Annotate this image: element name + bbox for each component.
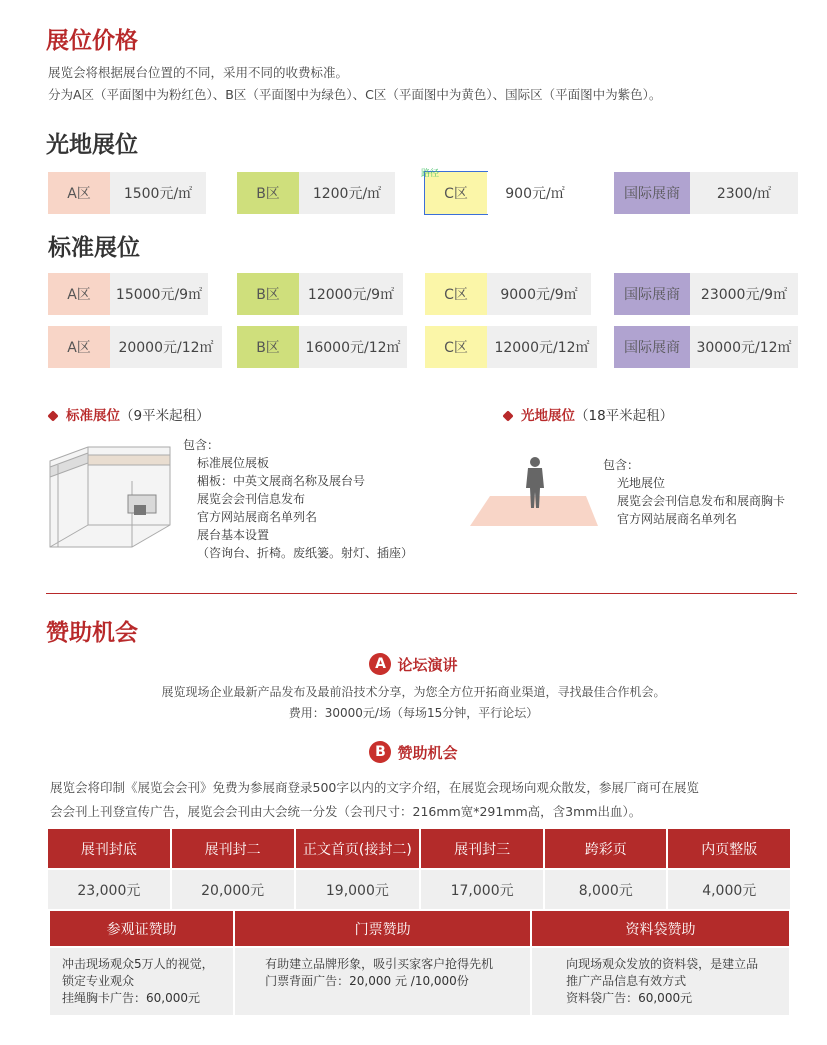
- cell-line: 向现场观众发放的资料袋，是建立品: [566, 957, 759, 971]
- raw-includes: [603, 456, 785, 528]
- opportunity-title: 赞助机会: [397, 743, 458, 762]
- zone-label: 国际展商: [614, 326, 690, 368]
- zone-label[interactable]: C区: [425, 172, 487, 214]
- booth-icon: [48, 445, 172, 550]
- table-cell: 19,000元: [295, 869, 421, 909]
- table-cell: 20,000元: [171, 869, 295, 909]
- person-icon: [468, 452, 598, 528]
- price-section-title: 展位价格: [46, 28, 138, 54]
- price-intro-line1: 展览会将根据展台位置的不同，采用不同的收费标准。: [48, 65, 349, 80]
- opportunity-line2: 会会刊上刊登宣传广告，展览会会刊由大会统一分发（会刊尺寸：216mm宽*291mm高，含3mm出血）。: [50, 804, 642, 819]
- raw-zone-a: [48, 172, 206, 214]
- letter-b-icon: B: [369, 741, 391, 763]
- zone-price: 2300/㎡: [690, 172, 798, 214]
- raw-space-title: 光地展位: [46, 132, 138, 158]
- standard-booth-title: 标准展位: [48, 235, 140, 261]
- sponsor-section-title: 赞助机会: [46, 620, 138, 646]
- standard-detail-heading: [48, 404, 210, 424]
- zone-price: 30000元/12㎡: [690, 326, 798, 368]
- table-header: 正文首页(接封二): [295, 829, 421, 869]
- opportunity-line1: 展览会将印制《展览会会刊》免费为参展商登录500字以内的文字介绍，在展览会现场向观众散发，参展厂商可在展览: [50, 780, 699, 795]
- standard-detail-title: 标准展位: [66, 408, 120, 424]
- cell-line: 推广产品信息有效方式: [566, 974, 687, 988]
- zone-label: C区: [425, 326, 487, 368]
- table-cell: [531, 947, 790, 1015]
- std-row1-a: [48, 273, 208, 315]
- include-item: 标准展位展板: [197, 456, 270, 470]
- std-row2-a: [48, 326, 222, 368]
- letter-a-icon: A: [369, 653, 391, 675]
- opportunity-heading: [0, 741, 827, 763]
- zone-label: A区: [48, 172, 110, 214]
- forum-title: 论坛演讲: [397, 655, 458, 674]
- zone-price: 900元/㎡: [487, 172, 583, 214]
- raw-zone-c: [425, 172, 583, 214]
- zone-price: 23000元/9㎡: [690, 273, 798, 315]
- include-item: 展台基本设置: [197, 528, 270, 542]
- table-header-row: [50, 911, 790, 947]
- std-row2-intl: [614, 326, 798, 368]
- bullet-icon: [47, 410, 58, 421]
- zone-price: 12000元/12㎡: [487, 326, 597, 368]
- std-row2-b: [237, 326, 407, 368]
- table-cell: [234, 947, 531, 1015]
- table-header: 跨彩页: [544, 829, 667, 869]
- zone-label: B区: [237, 326, 299, 368]
- table-cell: 4,000元: [667, 869, 791, 909]
- std-row2-c: [425, 326, 597, 368]
- table-row: [50, 947, 790, 1015]
- includes-label: 包含：: [603, 458, 640, 472]
- cell-line: 冲击现场观众5万人的视觉，: [62, 957, 214, 971]
- bullet-icon: [502, 410, 513, 421]
- table-header: 内页整版: [667, 829, 791, 869]
- zone-price: 9000元/9㎡: [487, 273, 591, 315]
- selection-tag: 路径: [421, 169, 440, 179]
- zone-price: 12000元/9㎡: [299, 273, 403, 315]
- zone-label: A区: [48, 326, 110, 368]
- forum-heading: [0, 653, 827, 675]
- standard-includes: [183, 436, 413, 562]
- table-header: 展刊封底: [48, 829, 171, 869]
- include-item: 光地展位: [617, 476, 666, 490]
- price-intro-line2: 分为A区（平面图中为粉红色）、B区（平面图中为绿色）、C区（平面图中为黄色）、国际区（平面图中为紫色）。: [48, 87, 662, 102]
- std-row1-b: [237, 273, 403, 315]
- cell-line: 锁定专业观众: [62, 974, 135, 988]
- raw-zone-b: [237, 172, 395, 214]
- table-header: 参观证赞助: [50, 911, 234, 947]
- cell-line: 门票背面广告：20,000 元 /10,000份: [265, 974, 469, 988]
- include-item: 展览会会刊信息发布: [197, 492, 306, 506]
- raw-detail-title: 光地展位: [521, 408, 575, 424]
- zone-label: 国际展商: [614, 172, 690, 214]
- raw-detail-note: （18平米起租）: [575, 408, 674, 424]
- forum-desc: 展览现场企业最新产品发布及最前沿技术分享，为您全方位开拓商业渠道，寻找最佳合作机会。: [161, 685, 666, 699]
- include-item: 展览会会刊信息发布和展商胸卡: [617, 494, 786, 508]
- zone-label: B区: [237, 273, 299, 315]
- include-item: 楣板：中英文展商名称及展台号: [197, 474, 366, 488]
- include-item: 官方网站展商名单列名: [617, 512, 738, 526]
- table-header: 展刊封二: [171, 829, 295, 869]
- include-item: （咨询台、折椅。废纸篓。射灯、插座）: [197, 546, 414, 560]
- opportunity-desc: [50, 776, 699, 824]
- table-row: [48, 869, 791, 909]
- table-cell: 23,000元: [48, 869, 171, 909]
- raw-detail-heading: [503, 404, 673, 424]
- std-row1-intl: [614, 273, 798, 315]
- ad-price-table: [48, 829, 792, 909]
- zone-price: 1500元/㎡: [110, 172, 206, 214]
- zone-price: 15000元/9㎡: [110, 273, 208, 315]
- include-item: 官方网站展商名单列名: [197, 510, 318, 524]
- zone-price: 1200元/㎡: [299, 172, 395, 214]
- table-header: 门票赞助: [234, 911, 531, 947]
- section-divider: [46, 593, 797, 594]
- zone-label: 国际展商: [614, 273, 690, 315]
- zone-label: C区: [425, 273, 487, 315]
- zone-label: A区: [48, 273, 110, 315]
- table-header: 展刊封三: [420, 829, 544, 869]
- cell-line: 资料袋广告：60,000元: [566, 991, 693, 1005]
- table-header-row: [48, 829, 791, 869]
- table-cell: 8,000元: [544, 869, 667, 909]
- zone-price: 20000元/12㎡: [110, 326, 222, 368]
- table-cell: [50, 947, 234, 1015]
- price-intro: [48, 62, 661, 106]
- raw-zone-intl: [614, 172, 798, 214]
- std-row1-c: [425, 273, 591, 315]
- cell-line: 挂绳胸卡广告：60,000元: [62, 991, 200, 1005]
- table-header: 资料袋赞助: [531, 911, 790, 947]
- standard-detail-note: （9平米起租）: [120, 408, 210, 424]
- zone-price: 16000元/12㎡: [299, 326, 407, 368]
- table-cell: 17,000元: [420, 869, 544, 909]
- cell-line: 有助建立品牌形象，吸引买家客户抢得先机: [265, 957, 494, 971]
- zone-label: B区: [237, 172, 299, 214]
- sponsor-table: [50, 911, 791, 1015]
- forum-fee: 费用：30000元/场（每场15分钟，平行论坛）: [288, 706, 539, 720]
- includes-label: 包含：: [183, 438, 220, 452]
